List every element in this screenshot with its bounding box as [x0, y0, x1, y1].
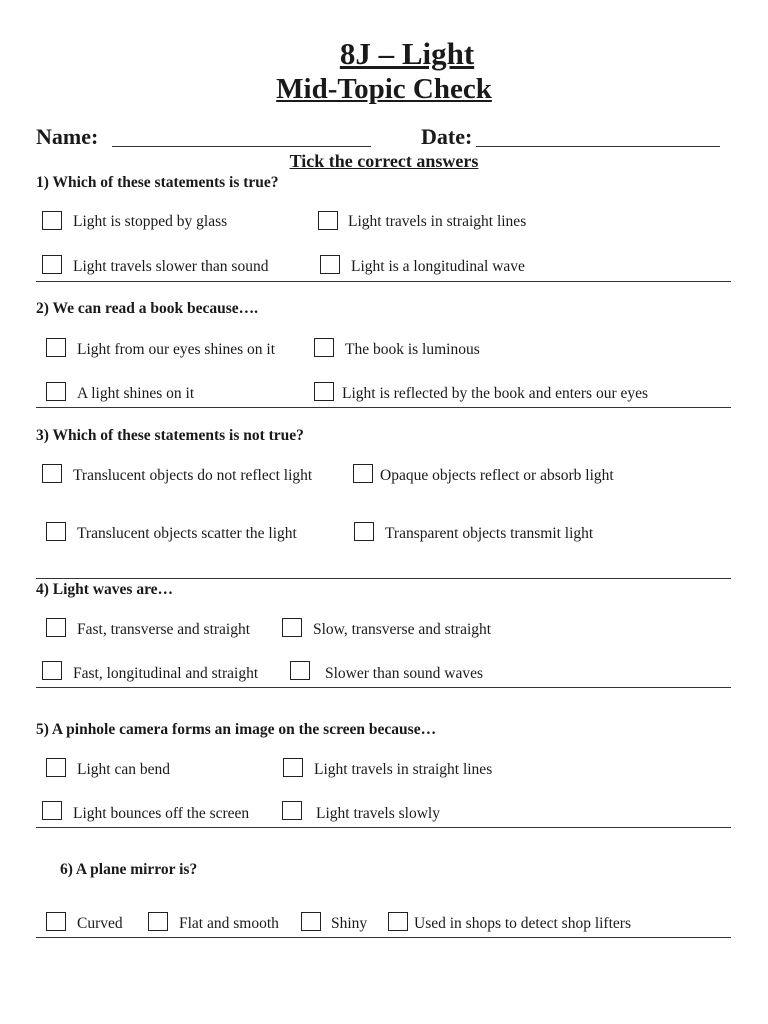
question-3-option-4-checkbox[interactable] [354, 522, 374, 541]
question-5-option-3-checkbox[interactable] [42, 801, 62, 820]
question-2-option-1-label: Light from our eyes shines on it [77, 341, 276, 358]
question-1-text: 1) Which of these statements is true? [36, 174, 279, 191]
question-4-option-4-label: Slower than sound waves [325, 665, 483, 682]
date-field[interactable] [476, 146, 720, 147]
question-4-option-3-checkbox[interactable] [42, 661, 62, 680]
question-2-option-4-checkbox[interactable] [314, 382, 334, 401]
question-1-option-1-checkbox[interactable] [42, 211, 62, 230]
question-3-option-2-label: Opaque objects reflect or absorb light [380, 467, 614, 484]
question-4-option-1-checkbox[interactable] [46, 618, 66, 637]
question-1-option-4-checkbox[interactable] [320, 255, 340, 274]
question-3-option-3-checkbox[interactable] [46, 522, 66, 541]
question-6-option-3-label: Shiny [331, 915, 368, 932]
question-5-option-2-label: Light travels in straight lines [314, 761, 493, 778]
question-2-option-2-checkbox[interactable] [314, 338, 334, 357]
question-2-option-4-label: Light is reflected by the book and enters our eyes [342, 385, 649, 402]
name-label: Name: [36, 124, 99, 149]
question-3-text: 3) Which of these statements is not true? [36, 427, 304, 444]
question-6-divider [36, 937, 731, 938]
question-3-option-3-label: Translucent objects scatter the light [77, 525, 297, 542]
question-5-option-4-label: Light travels slowly [316, 805, 440, 822]
question-5-text: 5) A pinhole camera forms an image on the screen because… [36, 721, 437, 738]
question-2-text: 2) We can read a book because…. [36, 300, 259, 317]
worksheet-title: 8J – Light [339, 36, 475, 71]
question-1-option-3-label: Light travels slower than sound [73, 258, 269, 275]
question-6-option-2-checkbox[interactable] [148, 912, 168, 931]
question-1-option-4-label: Light is a longitudinal wave [351, 258, 525, 275]
question-4-option-1-label: Fast, transverse and straight [77, 621, 251, 638]
question-6-option-3-checkbox[interactable] [301, 912, 321, 931]
question-4-text: 4) Light waves are… [36, 581, 174, 598]
question-3-option-1-label: Translucent objects do not reflect light [73, 467, 313, 484]
question-2-option-1-checkbox[interactable] [46, 338, 66, 357]
question-6-option-4-checkbox[interactable] [388, 912, 408, 931]
question-2-option-3-checkbox[interactable] [46, 382, 66, 401]
question-1-option-3-checkbox[interactable] [42, 255, 62, 274]
question-4-option-2-checkbox[interactable] [282, 618, 302, 637]
worksheet-subtitle: Mid-Topic Check [276, 73, 492, 105]
question-4-option-4-checkbox[interactable] [290, 661, 310, 680]
question-4-option-2-label: Slow, transverse and straight [313, 621, 492, 638]
question-1-option-2-label: Light travels in straight lines [348, 213, 527, 230]
question-6-option-4-label: Used in shops to detect shop lifters [414, 915, 631, 932]
question-5-option-3-label: Light bounces off the screen [73, 805, 250, 822]
question-1-option-1-label: Light is stopped by glass [73, 213, 228, 230]
question-1-option-2-checkbox[interactable] [318, 211, 338, 230]
name-field[interactable] [112, 146, 371, 147]
question-5-option-1-checkbox[interactable] [46, 758, 66, 777]
question-3-option-4-label: Transparent objects transmit light [385, 525, 594, 542]
date-label: Date: [421, 124, 473, 149]
question-6-text: 6) A plane mirror is? [60, 861, 198, 878]
question-4-option-3-label: Fast, longitudinal and straight [73, 665, 259, 682]
question-6-option-1-label: Curved [77, 915, 123, 932]
question-1-divider [36, 281, 731, 282]
question-6-option-2-label: Flat and smooth [179, 915, 279, 932]
question-3-option-2-checkbox[interactable] [353, 464, 373, 483]
question-3-divider [36, 578, 731, 579]
question-5-option-2-checkbox[interactable] [283, 758, 303, 777]
question-4-divider [36, 687, 731, 688]
question-5-option-4-checkbox[interactable] [282, 801, 302, 820]
instruction-text: Tick the correct answers [289, 151, 479, 171]
question-2-divider [36, 407, 731, 408]
question-5-divider [36, 827, 731, 828]
question-2-option-2-label: The book is luminous [345, 341, 480, 358]
question-2-option-3-label: A light shines on it [77, 385, 195, 402]
question-3-option-1-checkbox[interactable] [42, 464, 62, 483]
question-5-option-1-label: Light can bend [77, 761, 170, 778]
question-6-option-1-checkbox[interactable] [46, 912, 66, 931]
